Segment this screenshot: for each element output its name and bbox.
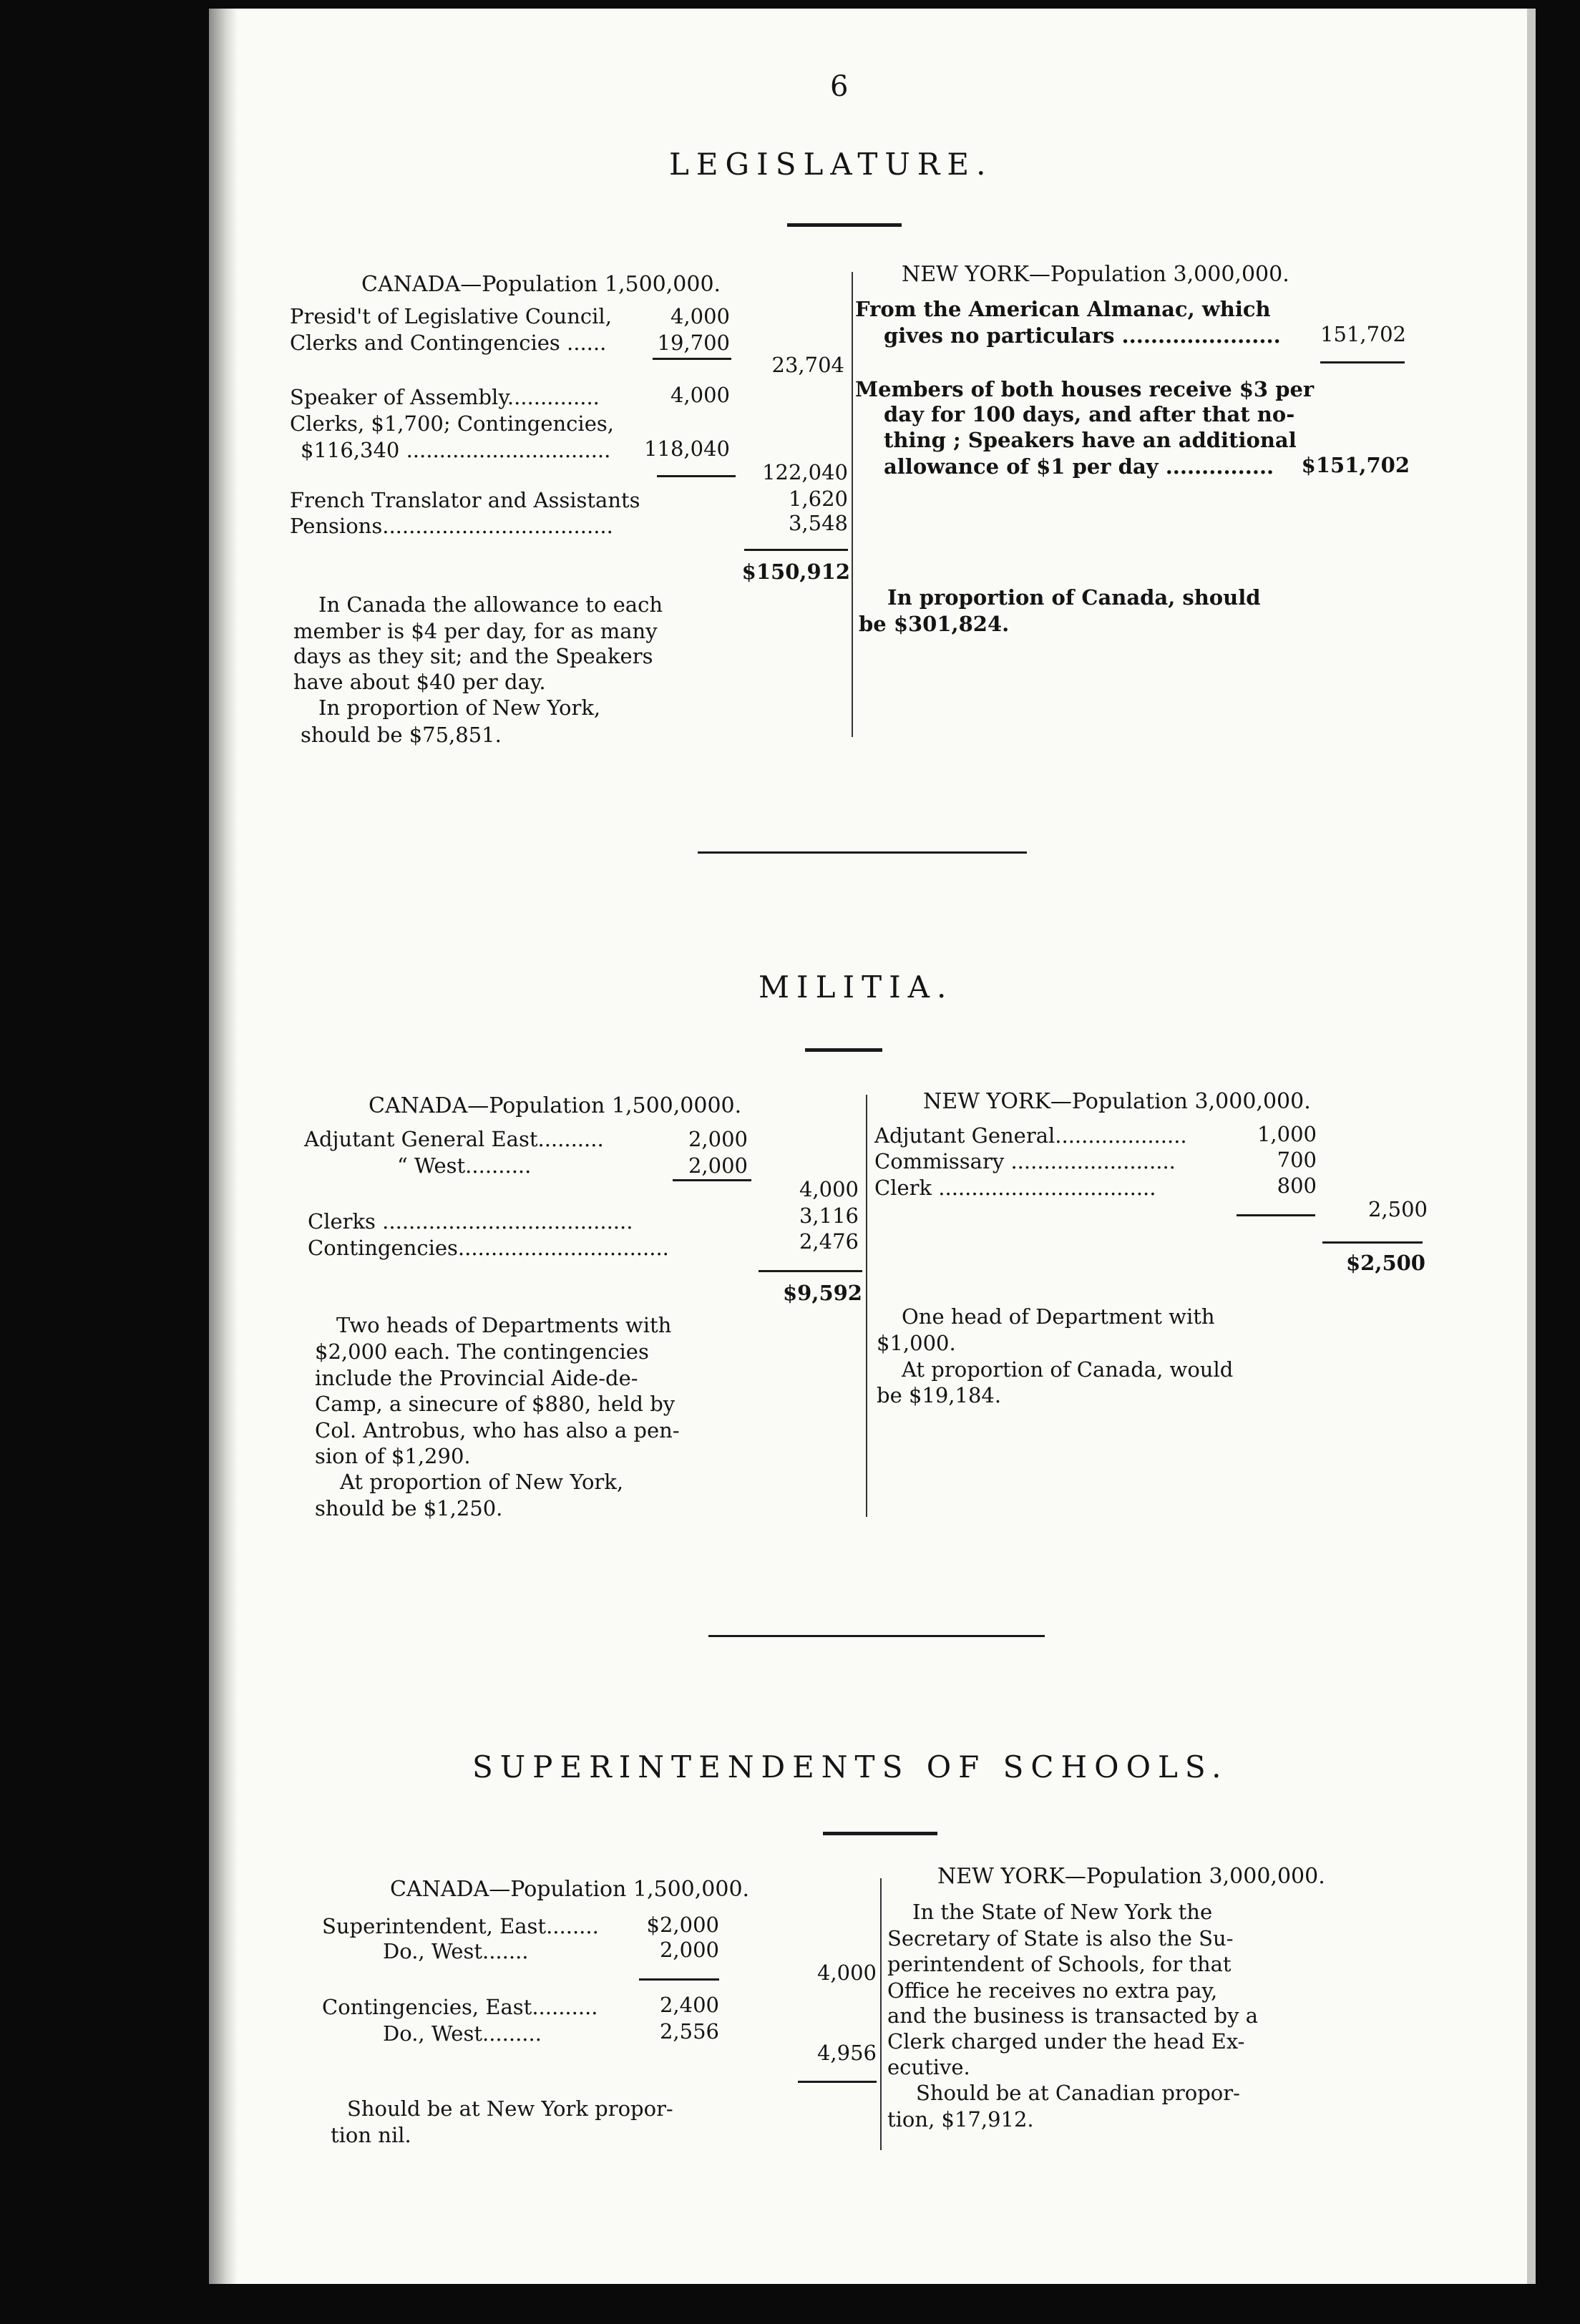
note-line: tion, $17,912. bbox=[887, 2107, 1034, 2132]
page-number: 6 bbox=[830, 70, 849, 103]
row-amount: 4,000 bbox=[670, 304, 730, 328]
row-amount: 2,556 bbox=[659, 2019, 719, 2044]
note-line: At proportion of Canada, would bbox=[902, 1357, 1234, 1382]
row-amount: 2,000 bbox=[688, 1127, 748, 1151]
note-line: Office he receives no extra pay, bbox=[887, 1978, 1218, 2003]
note-line: Two heads of Departments with bbox=[336, 1313, 672, 1337]
total: $2,500 bbox=[1346, 1251, 1425, 1275]
row-label: “ West.......... bbox=[397, 1153, 532, 1178]
note-line: have about $40 per day. bbox=[293, 670, 546, 694]
title-rule bbox=[787, 223, 902, 227]
row-label: Adjutant General East.......... bbox=[304, 1127, 604, 1151]
note-line: thing ; Speakers have an additional bbox=[884, 428, 1297, 452]
total-rule bbox=[744, 549, 848, 551]
subtotal: 4,000 bbox=[816, 1961, 877, 1985]
total-rule bbox=[1322, 1241, 1423, 1244]
row-amount: 800 bbox=[1277, 1173, 1317, 1198]
row-amount: $2,000 bbox=[646, 1913, 719, 1937]
subtotal: 4,956 bbox=[816, 2041, 877, 2065]
row-amount: 2,000 bbox=[659, 1938, 719, 1962]
note-line: should be $75,851. bbox=[301, 723, 502, 747]
row-amount: 2,400 bbox=[659, 1993, 719, 2017]
column-divider bbox=[866, 1095, 867, 1517]
note-line: include the Provincial Aide-de- bbox=[315, 1366, 638, 1390]
title-rule bbox=[823, 1832, 937, 1835]
row-amount: 4,000 bbox=[670, 383, 730, 407]
section-divider bbox=[698, 851, 1027, 854]
row-label: Clerks, $1,700; Contingencies, bbox=[290, 411, 614, 436]
section-title-legislature: LEGISLATURE. bbox=[669, 147, 993, 182]
total: $9,592 bbox=[783, 1281, 862, 1305]
subtotal: 122,040 bbox=[762, 460, 848, 484]
canada-header: CANADA—Population 1,500,000. bbox=[390, 1877, 750, 1902]
note-line: $1,000. bbox=[877, 1331, 956, 1355]
row-label: Do., West......... bbox=[383, 2021, 542, 2046]
row-amount: 3,116 bbox=[799, 1204, 859, 1228]
subtotal: 2,500 bbox=[1367, 1197, 1428, 1221]
note-line: sion of $1,290. bbox=[315, 1444, 471, 1468]
row-amount: 700 bbox=[1277, 1148, 1317, 1172]
row-label: Presid't of Legislative Council, bbox=[290, 304, 612, 328]
note-line: tion nil. bbox=[331, 2123, 411, 2147]
canada-header: CANADA—Population 1,500,0000. bbox=[369, 1093, 742, 1118]
row-label: $116,340 ............................... bbox=[301, 438, 611, 462]
row-label: Commissary ......................... bbox=[874, 1149, 1176, 1173]
total-rule bbox=[798, 2081, 877, 2083]
note-line: days as they sit; and the Speakers bbox=[293, 644, 653, 668]
row-amount: 151,702 bbox=[1320, 322, 1406, 346]
note-line: allowance of $1 per day ............... bbox=[884, 454, 1274, 479]
note-line: Col. Antrobus, who has also a pen- bbox=[315, 1418, 680, 1442]
row-amount: 19,700 bbox=[657, 331, 730, 355]
note-line: gives no particulars ...................... bbox=[884, 323, 1281, 348]
note-line: Should be at New York propor- bbox=[347, 2096, 673, 2121]
note-line: From the American Almanac, which bbox=[855, 297, 1271, 321]
section-title-militia: MILITIA. bbox=[759, 970, 954, 1005]
row-label: Contingencies................................ bbox=[308, 1236, 669, 1260]
subtotal: 4,000 bbox=[799, 1177, 859, 1201]
row-amount: 1,620 bbox=[788, 487, 848, 511]
sum-rule bbox=[639, 1978, 719, 1981]
note-line: Secretary of State is also the Su- bbox=[887, 1926, 1234, 1951]
row-label: Pensions................................... bbox=[290, 514, 613, 538]
note-line: In proportion of Canada, should bbox=[887, 585, 1261, 610]
row-label: Superintendent, East........ bbox=[322, 1914, 599, 1938]
row-amount: 2,000 bbox=[688, 1153, 748, 1178]
note-line: One head of Department with bbox=[902, 1304, 1215, 1329]
note-line: be $19,184. bbox=[877, 1383, 1002, 1407]
page-binding-shadow bbox=[209, 9, 238, 2284]
sum-rule bbox=[653, 358, 731, 360]
note-line: ecutive. bbox=[887, 2055, 970, 2079]
section-divider bbox=[708, 1635, 1045, 1637]
sum-rule bbox=[1237, 1214, 1315, 1216]
new-york-header: NEW YORK—Population 3,000,000. bbox=[937, 1864, 1325, 1889]
note-line: $2,000 each. The contingencies bbox=[315, 1339, 649, 1364]
canada-header: CANADA—Population 1,500,000. bbox=[361, 272, 721, 297]
row-label: Contingencies, East.......... bbox=[322, 1995, 598, 2019]
row-amount: 1,000 bbox=[1257, 1122, 1317, 1146]
note-line: member is $4 per day, for as many bbox=[293, 619, 658, 643]
note-line: Members of both houses receive $3 per bbox=[855, 377, 1315, 401]
column-divider bbox=[852, 272, 853, 737]
subtotal: 23,704 bbox=[771, 353, 844, 377]
new-york-header: NEW YORK—Population 3,000,000. bbox=[902, 262, 1289, 287]
total-rule bbox=[759, 1270, 862, 1272]
note-line: Should be at Canadian propor- bbox=[916, 2081, 1240, 2105]
column-divider bbox=[880, 1878, 882, 2150]
page-edge bbox=[1527, 9, 1536, 2284]
sum-rule bbox=[673, 1179, 751, 1181]
row-label: French Translator and Assistants bbox=[290, 488, 640, 512]
sum-rule bbox=[1320, 361, 1405, 363]
row-label: Adjutant General.................... bbox=[874, 1123, 1187, 1148]
note-line: In proportion of New York, bbox=[318, 695, 601, 720]
row-label: Clerks and Contingencies ...... bbox=[290, 331, 607, 355]
note-line: Clerk charged under the head Ex- bbox=[887, 2029, 1245, 2054]
row-amount: 2,476 bbox=[799, 1229, 859, 1254]
note-line: Camp, a sinecure of $880, held by bbox=[315, 1392, 676, 1416]
note-line: At proportion of New York, bbox=[340, 1470, 624, 1494]
total: $150,912 bbox=[741, 560, 850, 584]
note-line: day for 100 days, and after that no- bbox=[884, 402, 1295, 426]
row-label: Clerks ...................................... bbox=[308, 1209, 633, 1234]
note-line: In the State of New York the bbox=[912, 1900, 1213, 1924]
title-rule bbox=[805, 1048, 882, 1052]
sum-rule bbox=[657, 475, 736, 477]
section-title-schools: SUPERINTENDENTS OF SCHOOLS. bbox=[472, 1749, 1229, 1784]
row-label: Speaker of Assembly.............. bbox=[290, 385, 600, 409]
row-label: Do., West....... bbox=[383, 1939, 529, 1963]
row-label: Clerk ................................. bbox=[874, 1176, 1156, 1200]
total: $151,702 bbox=[1301, 453, 1410, 477]
note-line: be $301,824. bbox=[859, 612, 1010, 636]
note-line: should be $1,250. bbox=[315, 1496, 503, 1520]
note-line: perintendent of Schools, for that bbox=[887, 1952, 1232, 1976]
note-line: and the business is transacted by a bbox=[887, 2003, 1259, 2028]
note-line: In Canada the allowance to each bbox=[318, 592, 663, 617]
row-amount: 3,548 bbox=[788, 511, 848, 535]
row-amount: 118,040 bbox=[644, 436, 730, 461]
new-york-header: NEW YORK—Population 3,000,000. bbox=[923, 1089, 1311, 1114]
